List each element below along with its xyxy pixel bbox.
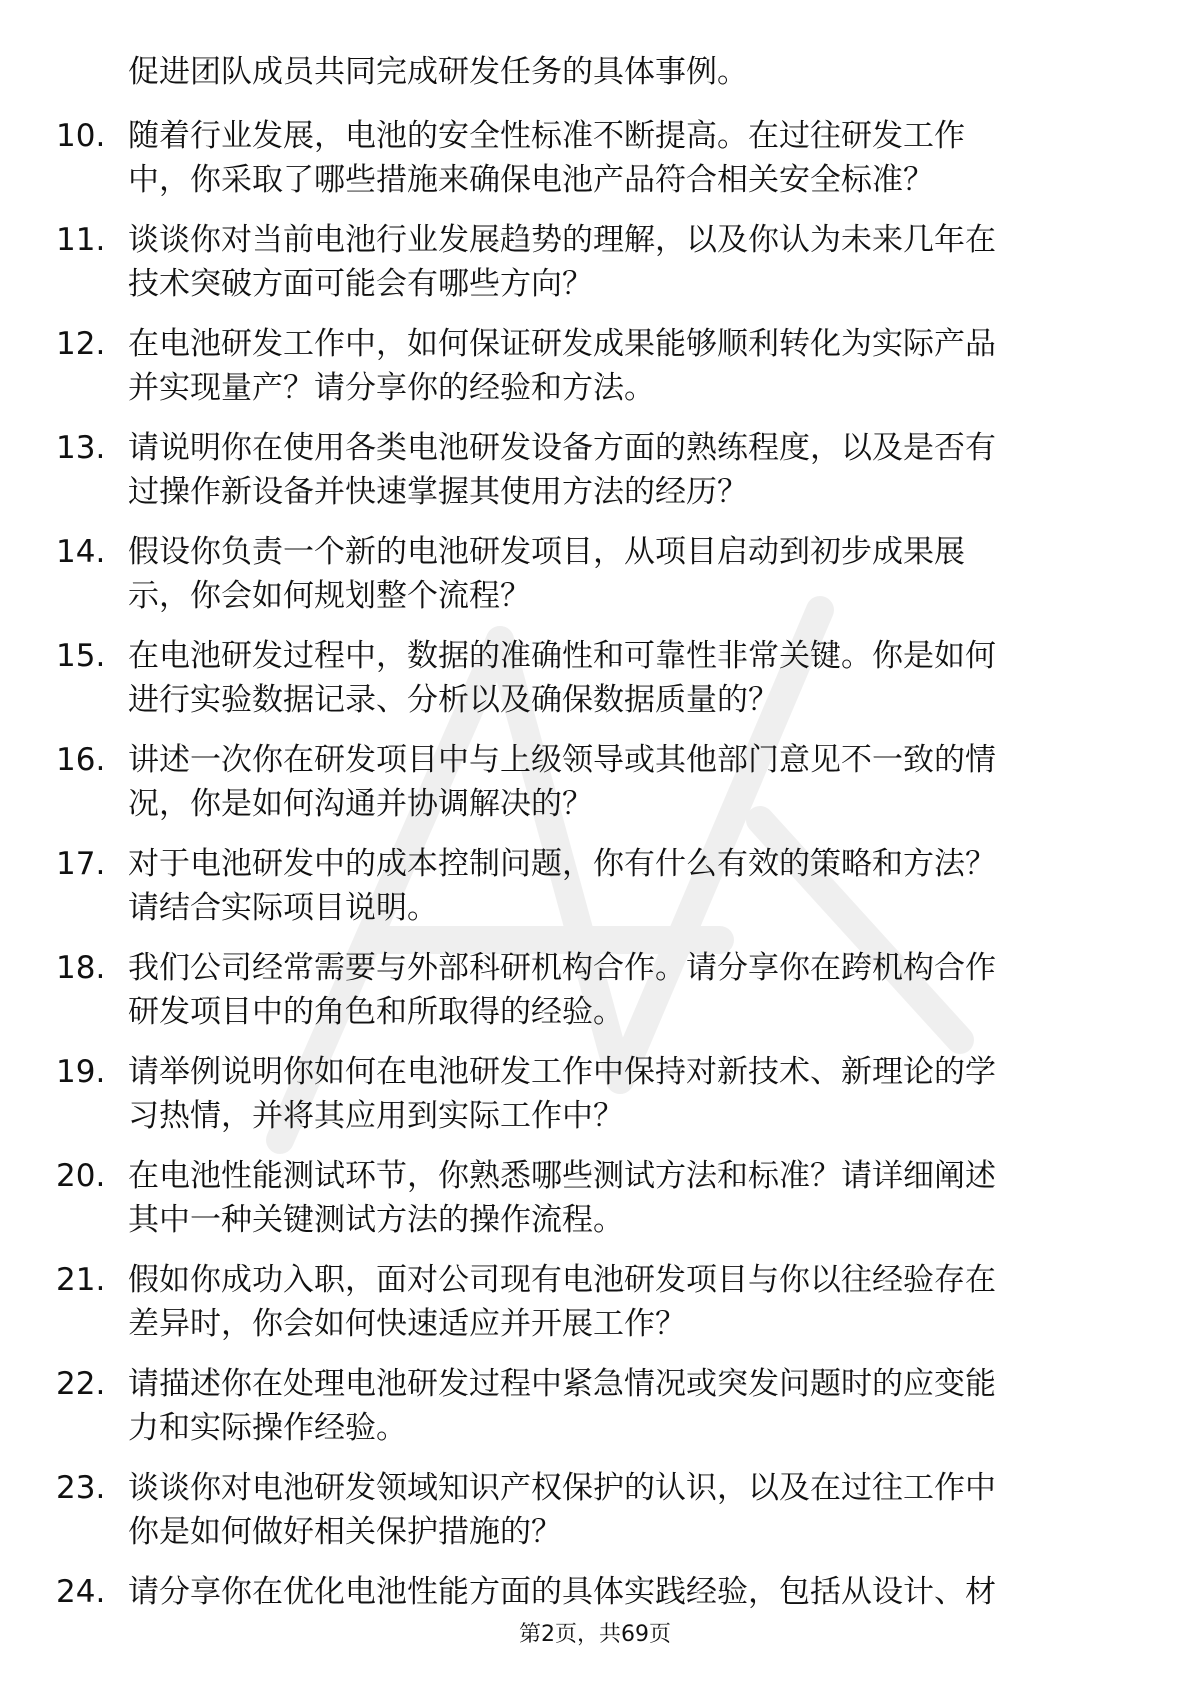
question-text: 谈谈你对电池研发领域知识产权保护的认识，以及在过往工作中 你是如何做好相关保护措施的？ — [128, 1470, 996, 1550]
question-number: 15. — [56, 638, 106, 674]
question-text: 我们公司经常需要与外部科研机构合作。请分享你在跨机构合作 研发项目中的角色和所取得的经验。 — [128, 950, 996, 1030]
list-item — [56, 114, 1136, 204]
list-item — [56, 738, 1136, 828]
question-number: 22. — [56, 1366, 106, 1402]
list-item — [56, 1154, 1136, 1244]
question-text: 请分享你在优化电池性能方面的具体实践经验，包括从设计、材 — [128, 1574, 996, 1610]
question-text: 对于电池研发中的成本控制问题，你有什么有效的策略和方法？ 请结合实际项目说明。 — [128, 846, 996, 926]
continuation-text: 促进团队成员共同完成研发任务的具体事例。 — [128, 54, 748, 90]
list-item — [56, 1570, 1136, 1614]
question-number: 17. — [56, 846, 106, 882]
list-item — [56, 1258, 1136, 1348]
question-number: 13. — [56, 430, 106, 466]
question-text: 请举例说明你如何在电池研发工作中保持对新技术、新理论的学 习热情，并将其应用到实际工作中？ — [128, 1054, 996, 1134]
list-item — [56, 426, 1136, 516]
question-text: 讲述一次你在研发项目中与上级领导或其他部门意见不一致的情 况，你是如何沟通并协调解决的？ — [128, 742, 996, 822]
question-number: 11. — [56, 222, 106, 258]
question-text: 在电池性能测试环节，你熟悉哪些测试方法和标准？请详细阐述 其中一种关键测试方法的操作流程。 — [128, 1158, 996, 1238]
list-item — [56, 322, 1136, 412]
list-item — [56, 634, 1136, 724]
question-number: 23. — [56, 1470, 106, 1506]
list-item — [56, 1466, 1136, 1556]
question-list — [56, 114, 1136, 1628]
question-number: 10. — [56, 118, 106, 154]
question-number: 24. — [56, 1574, 106, 1610]
question-text: 随着行业发展，电池的安全性标准不断提高。在过往研发工作 中，你采取了哪些措施来确保电池产品符合相关安全标准？ — [128, 118, 965, 198]
page-footer: 第2页，共69页 — [519, 1622, 671, 1647]
list-item — [56, 946, 1136, 1036]
question-number: 18. — [56, 950, 106, 986]
question-text: 在电池研发过程中，数据的准确性和可靠性非常关键。你是如何 进行实验数据记录、分析以及确保数据质量的？ — [128, 638, 996, 718]
question-text: 请描述你在处理电池研发过程中紧急情况或突发问题时的应变能 力和实际操作经验。 — [128, 1366, 996, 1446]
question-text: 假如你成功入职，面对公司现有电池研发项目与你以往经验存在 差异时，你会如何快速适应并开展工作？ — [128, 1262, 996, 1342]
question-text: 在电池研发工作中，如何保证研发成果能够顺利转化为实际产品 并实现量产？请分享你的经验和方法。 — [128, 326, 996, 406]
question-number: 12. — [56, 326, 106, 362]
question-text: 谈谈你对当前电池行业发展趋势的理解，以及你认为未来几年在 技术突破方面可能会有哪些方向？ — [128, 222, 996, 302]
list-item — [56, 1050, 1136, 1140]
list-item — [56, 218, 1136, 308]
question-number: 20. — [56, 1158, 106, 1194]
question-text: 请说明你在使用各类电池研发设备方面的熟练程度，以及是否有 过操作新设备并快速掌握其使用方法的经历？ — [128, 430, 996, 510]
question-number: 21. — [56, 1262, 106, 1298]
list-item — [56, 842, 1136, 932]
question-text: 假设你负责一个新的电池研发项目，从项目启动到初步成果展 示，你会如何规划整个流程？ — [128, 534, 965, 614]
question-number: 19. — [56, 1054, 106, 1090]
question-number: 14. — [56, 534, 106, 570]
list-item — [56, 530, 1136, 620]
list-item — [56, 1362, 1136, 1452]
question-number: 16. — [56, 742, 106, 778]
